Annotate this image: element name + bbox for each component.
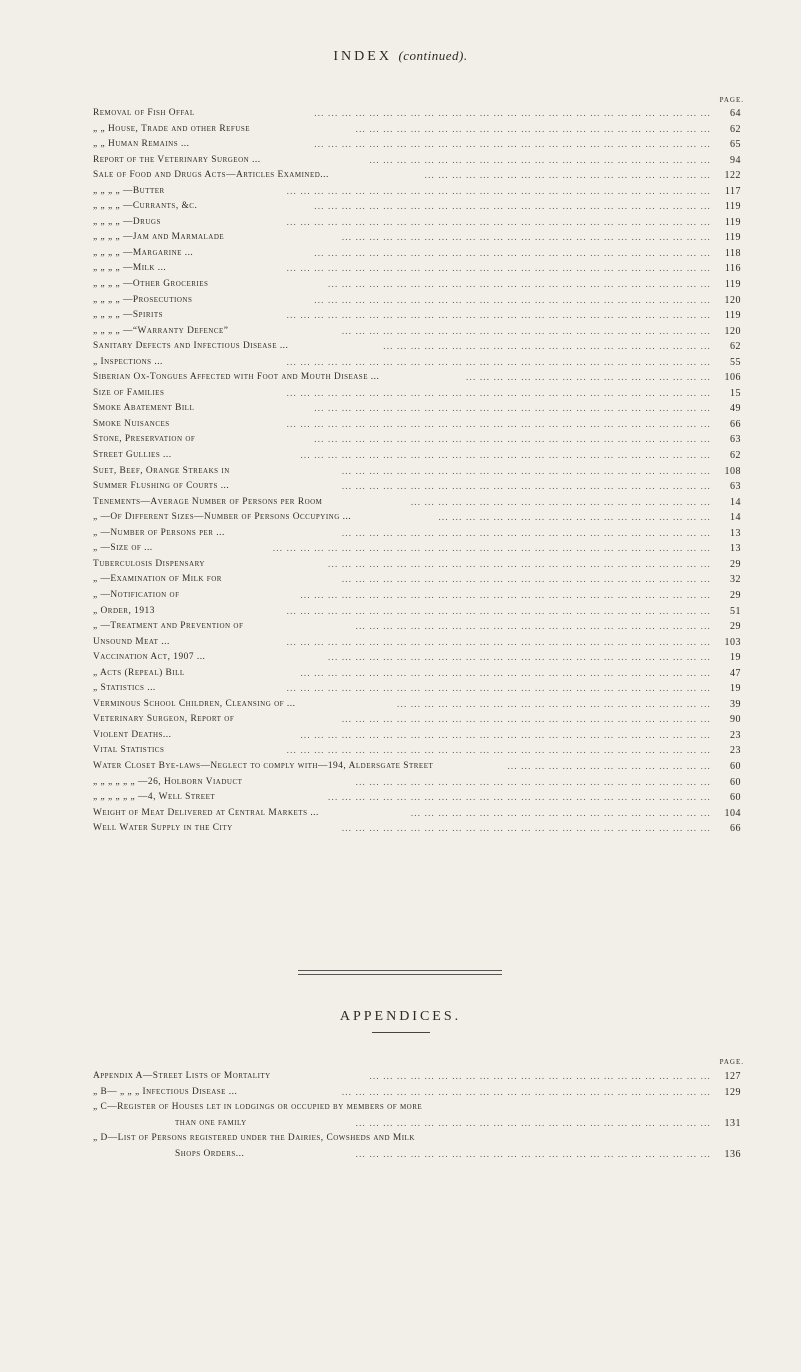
appendix-page: 127: [724, 1071, 741, 1082]
leader-dots: ... ... ... ... ... ... ... ... ... ... ... ... ... ... ... ... ... ... ... ... ... ... ... ... ... ... ... ... ... ... ...: [286, 683, 711, 694]
entry-page: 122: [724, 170, 741, 182]
entry-text: „ —Treatment and Prevention of: [93, 621, 244, 632]
leader-dots: ... ... ... ... ... ... ... ... ... ... ... ... ... ... ... ... ... ... ... ... ... ... ... ... ... ... ... ... ... ... ...: [286, 605, 711, 616]
entry-page: 62: [730, 341, 741, 353]
index-entry: [93, 122, 741, 138]
index-entry: [93, 184, 741, 200]
entry-text: „ „ „ „ —Milk ...: [93, 263, 167, 274]
entry-page: 66: [730, 418, 741, 430]
index-entry: [93, 417, 741, 433]
index-entry: [93, 635, 741, 651]
appendix-line: [93, 1131, 741, 1147]
appendices-heading: APPENDICES.: [339, 1009, 462, 1024]
entry-page: 63: [730, 481, 741, 493]
entry-text: „ —Of Different Sizes—Number of Persons Occupying ...: [93, 512, 352, 523]
index-entry: [93, 728, 741, 744]
leader-dots: ... ... ... ... ... ... ... ... ... ... ... ... ... ... ... ... ... ... ... ... ... ... ... ... ... ... ... ... ...: [314, 403, 711, 414]
entry-text: Violent Deaths...: [93, 729, 172, 740]
leader-dots: ... ... ... ... ... ... ... ... ... ... ... ... ... ... ... ... ... ... ... ... ... ... ... ... ... ... ... ... ... ...: [300, 450, 711, 461]
index-entry: [93, 495, 741, 511]
entry-text: Removal of Fish Offal: [93, 108, 195, 118]
entry-text: Report of the Veterinary Surgeon ...: [93, 154, 261, 165]
index-entry: [93, 806, 741, 822]
index-entry: [93, 541, 741, 557]
entry-page: 62: [730, 123, 741, 135]
index-entry: [93, 137, 741, 153]
section-divider: [298, 970, 502, 975]
leader-dots: ... ... ... ... ... ... ... ... ... ... ... ... ... ... ... ... ... ... ... ... ... ... ... ...: [383, 341, 711, 352]
index-entry: [93, 572, 741, 588]
index-entry: [93, 339, 741, 355]
leader-dots: ... ... ... ... ... ... ... ... ... ... ... ... ... ... ... ... ... ... ... ... ... ... ... ... ... ... ...: [341, 714, 711, 725]
entry-text: „ —Examination of Milk for: [93, 574, 222, 585]
entry-text: „ „ „ „ —Currants, &c.: [93, 201, 198, 212]
index-entry: [93, 743, 741, 759]
entry-text: Vaccination Act, 1907 ...: [93, 652, 206, 663]
appendix-text: „ D—List of Persons registered under the Dairies, Cowsheds and Milk: [93, 1133, 415, 1143]
index-entry: [93, 510, 741, 526]
entry-page: 119: [724, 310, 741, 322]
leader-dots: ... ... ... ... ... ... ... ... ... ... ... ... ... ... ... ... ... ... ... ... ... ... ... ... ... ... ...: [341, 527, 711, 538]
entry-page: 14: [730, 512, 741, 524]
leader-dots: ... ... ... ... ... ... ... ... ... ... ... ... ... ... ... ... ... ... ... ... ... ... ... ... ... ... ... ... ... ...: [300, 667, 711, 678]
entry-text: „ Statistics ...: [93, 683, 156, 694]
entry-page: 119: [724, 279, 741, 291]
appendices-page-header: PAGE.: [719, 1058, 744, 1066]
leader-dots: ... ... ... ... ... ... ... ... ... ... ... ... ... ... ... ... ... ... ... ... ... ... ...: [397, 698, 711, 709]
entry-page: 14: [730, 496, 741, 508]
leader-dots: ... ... ... ... ... ... ... ... ... ... ... ... ... ... ... ... ... ... ... ... ... ... ... ... ... ... ...: [341, 574, 711, 585]
leader-dots: ... ... ... ... ... ... ... ... ... ... ... ... ... ... ... ... ... ... ... ... ... ... ... ... ... ... ... ... ...: [314, 139, 711, 150]
entry-text: „ Acts (Repeal) Bill: [93, 667, 185, 678]
entry-page: 119: [724, 232, 741, 244]
entry-text: „ „ „ „ —Prosecutions: [93, 294, 193, 305]
leader-dots: ... ... ... ... ... ... ... ... ... ... ... ... ... ... ... ... ... ... ... ... ... ... ... ... ... ...: [355, 123, 711, 134]
leader-dots: ... ... ... ... ... ... ... ... ... ... ... ... ... ... ... ... ... ... ... ... ... ... ... ... ... ... ... ... ... ... ...: [286, 387, 711, 398]
entry-page: 118: [724, 247, 741, 259]
leader-dots: ... ... ... ... ... ... ... ... ... ... ... ... ... ... ... ... ... ... ... ... ... ... ... ... ... ... ... ... ... ... ...: [286, 636, 711, 647]
entry-text: „ —Number of Persons per ...: [93, 527, 225, 538]
leader-dots: ... ... ... ... ... ... ... ... ... ... ... ... ... ... ... ... ... ... ... ... ... ... ... ... ... ... ... ... ... ... ...: [286, 185, 711, 196]
leader-dots: ... ... ... ... ... ... ... ... ... ... ... ... ... ... ... ... ... ... ... ... ... ... ... ... ... ... ... ...: [328, 279, 711, 290]
leader-dots: ... ... ... ... ... ... ... ... ... ... ... ... ... ... ... ... ... ... ... ... ...: [424, 170, 711, 181]
entry-page: 23: [730, 745, 741, 757]
entry-text: Vital Statistics: [93, 745, 165, 756]
index-entry: [93, 790, 741, 806]
entry-page: 120: [724, 325, 741, 337]
entry-page: 116: [724, 263, 741, 275]
entry-page: 47: [730, 667, 741, 679]
leader-dots: ... ... ... ... ... ... ... ... ... ... ... ... ... ... ... ... ... ... ... ... ... ... ... ... ...: [369, 154, 711, 165]
index-entry: [93, 681, 741, 697]
index-entry: [93, 619, 741, 635]
index-entry: [93, 153, 741, 169]
leader-dots: ... ... ... ... ... ... ... ... ... ... ... ... ... ... ... ... ... ... ... ... ... ... ... ... ... ... ...: [341, 232, 711, 243]
entry-page: 13: [730, 543, 741, 555]
index-entry: [93, 324, 741, 340]
entry-text: „ „ „ „ —Butter: [93, 185, 165, 196]
leader-dots: ... ... ... ... ... ... ... ... ... ... ... ... ... ... ... ... ... ... ... ... ... ... ... ... ... ... ... ... ...: [314, 434, 711, 445]
leader-dots: ... ... ... ... ... ... ... ... ... ... ... ... ... ... ... ... ... ... ... ... ... ... ... ... ... ... ... ... ...: [314, 201, 711, 212]
index-entry: [93, 557, 741, 573]
title-suffix: (continued).: [398, 48, 468, 63]
entry-page: 49: [730, 403, 741, 415]
index-title: [0, 48, 801, 65]
leader-dots: ... ... ... ... ... ... ... ... ... ... ... ... ... ... ... ... ... ... ... ... ... ... ... ... ... ... ... ... ... ... ...: [286, 310, 711, 321]
leader-dots: ... ... ... ... ... ... ... ... ... ... ... ... ... ... ... ... ... ... ... ... ... ... ... ... ... ... ... ... ... ...: [300, 589, 711, 600]
entry-text: Veterinary Surgeon, Report of: [93, 714, 235, 725]
index-entry: [93, 588, 741, 604]
leader-dots: ... ... ... ... ... ... ... ... ... ... ... ... ... ... ... ... ... ... ... ... ... ... ... ... ... ... ... ... ... ... ... ...: [272, 543, 711, 554]
leader-dots: ... ... ... ... ... ... ... ... ... ... ... ... ... ... ... ... ... ... ... ... ... ... ... ... ... ...: [355, 621, 711, 632]
leader-dots: ... ... ... ... ... ... ... ... ... ... ... ... ... ... ... ... ... ... ... ... ... ... ... ... ... ...: [355, 1117, 711, 1128]
entry-page: 104: [724, 807, 741, 819]
entry-page: 60: [730, 792, 741, 804]
index-entry: [93, 432, 741, 448]
appendix-line: [93, 1116, 741, 1132]
entry-text: „ —Notification of: [93, 589, 180, 600]
leader-dots: ... ... ... ... ... ... ... ... ... ... ... ... ... ... ... ... ... ... ... ... ... ... ... ... ... ... ...: [341, 481, 711, 492]
entry-text: Sanitary Defects and Infectious Disease ...: [93, 341, 289, 352]
index-entry: [93, 604, 741, 620]
index-entry: [93, 308, 741, 324]
appendix-text: Appendix A—Street Lists of Mortality: [93, 1071, 271, 1081]
entry-page: 90: [730, 714, 741, 726]
entry-text: „ „ House, Trade and other Refuse: [93, 123, 251, 134]
entry-page: 103: [724, 636, 741, 648]
index-entry: [93, 464, 741, 480]
index-entry: [93, 401, 741, 417]
appendix-line: [93, 1085, 741, 1101]
leader-dots: ... ... ... ... ... ... ... ... ... ... ... ... ... ... ... ... ... ... ... ... ... ... ... ... ... ... ... ... ... ...: [300, 729, 711, 740]
entry-text: „ „ „ „ —Spirits: [93, 310, 164, 321]
index-entry: [93, 448, 741, 464]
entry-page: 94: [730, 154, 741, 166]
leader-dots: ... ... ... ... ... ... ... ... ... ... ... ... ... ... ... ... ... ... ... ... ... ... ... ... ... ... ... ...: [328, 652, 711, 663]
appendix-line: [93, 1147, 741, 1163]
appendix-line: [93, 1100, 741, 1116]
entry-page: 106: [724, 372, 741, 384]
leader-dots: ... ... ... ... ... ... ... ... ... ... ... ... ... ... ... ... ... ... ... ... ... ... ... ... ... ... ... ... ...: [314, 294, 711, 305]
entry-page: 119: [724, 201, 741, 213]
appendix-text: „ C—Register of Houses let in lodgings or occupied by members of more: [93, 1102, 423, 1112]
entry-text: Weight of Meat Delivered at Central Markets ...: [93, 807, 319, 818]
entry-text: Suet, Beef, Orange Streaks in: [93, 465, 230, 476]
appendix-text: Shops Orders...: [175, 1148, 245, 1159]
index-entry: [93, 650, 741, 666]
entry-page: 29: [730, 621, 741, 633]
leader-dots: ... ... ... ... ... ... ... ... ... ... ... ... ... ... ... ... ... ... ... ... ... ... ... ... ... ...: [355, 1148, 711, 1159]
appendix-text: „ B— „ „ „ Infectious Disease ...: [93, 1086, 238, 1097]
entry-page: 51: [730, 605, 741, 617]
entry-text: Size of Families: [93, 387, 165, 398]
entry-page: 64: [730, 108, 741, 119]
appendix-page: 131: [724, 1117, 741, 1129]
leader-dots: ... ... ... ... ... ... ... ... ... ... ... ... ... ... ... ... ... ... ... ... ... ... ... ... ... ... ... ...: [328, 792, 711, 803]
entry-text: Water Closet Bye-laws—Neglect to comply with—194, Aldersgate Street: [93, 760, 434, 771]
index-entry: [93, 759, 741, 775]
leader-dots: ... ... ... ... ... ... ... ... ... ... ... ... ... ... ... ... ... ... ... ... ... ... ... ... ... ... ...: [341, 1086, 711, 1097]
entry-page: 62: [730, 450, 741, 462]
index-entry: [93, 355, 741, 371]
entry-text: Smoke Abatement Bill: [93, 403, 195, 414]
index-entry: [93, 775, 741, 791]
title-main: INDEX: [333, 49, 392, 64]
entry-text: „ Order, 1913: [93, 605, 155, 616]
index-entry: [93, 666, 741, 682]
entry-page: 29: [730, 558, 741, 570]
entry-page: 15: [730, 387, 741, 399]
entry-page: 55: [730, 356, 741, 368]
leader-dots: ... ... ... ... ... ... ... ... ... ... ... ... ... ... ... ... ... ... ... ... ... ... ... ... ... ... ... ... ... ... ...: [286, 263, 711, 274]
index-entry: [93, 215, 741, 231]
entry-text: „ „ Human Remains ...: [93, 139, 190, 150]
entry-page: 19: [730, 683, 741, 695]
leader-dots: ... ... ... ... ... ... ... ... ... ... ... ... ... ... ... ... ... ... ... ... ... ... ... ... ... ... ... ... ... ... ...: [286, 356, 711, 367]
entry-page: 13: [730, 527, 741, 539]
entry-text: Summer Flushing of Courts ...: [93, 481, 230, 492]
appendices-list: [93, 1069, 741, 1162]
entry-text: „ „ „ „ —Jam and Marmalade: [93, 232, 225, 243]
entry-text: Tenements—Average Number of Persons per Room: [93, 496, 323, 507]
index-entry: [93, 230, 741, 246]
entry-text: „ „ „ „ —Other Groceries: [93, 279, 209, 290]
entry-page: 117: [724, 185, 741, 197]
index-entry: [93, 261, 741, 277]
leader-dots: ... ... ... ... ... ... ... ... ... ... ... ... ... ... ... ... ... ... ... ... ... ... ... ... ... ...: [355, 776, 711, 787]
entry-text: Sale of Food and Drugs Acts—Articles Examined...: [93, 170, 329, 181]
entry-text: Street Gullies ...: [93, 450, 172, 461]
leader-dots: ... ... ... ... ... ... ... ... ... ... ... ... ... ... ... ... ... ... ... ... ... ... ... ... ... ... ...: [341, 465, 711, 476]
entry-page: 108: [724, 465, 741, 477]
index-entry: [93, 697, 741, 713]
leader-dots: ... ... ... ... ... ... ... ... ... ... ... ... ... ... ... ... ... ... ... ... ... ... ... ... ...: [369, 1071, 711, 1081]
leader-dots: ... ... ... ... ... ... ... ... ... ... ... ... ... ... ... ... ... ... ... ... ... ...: [410, 496, 711, 507]
index-entry: [93, 370, 741, 386]
index-entry: [93, 277, 741, 293]
index-entry: [93, 168, 741, 184]
leader-dots: ... ... ... ... ... ... ... ... ... ... ... ... ... ... ... ... ... ... ... ...: [438, 512, 711, 523]
entry-page: 60: [730, 760, 741, 772]
entry-text: Siberian Ox-Tongues Affected with Foot and Mouth Disease ...: [93, 372, 380, 383]
entry-page: 60: [730, 776, 741, 788]
index-entry: [93, 293, 741, 309]
index-entries: [93, 106, 741, 837]
leader-dots: ... ... ... ... ... ... ... ... ... ... ... ... ... ... ... ... ... ...: [466, 372, 711, 383]
entry-text: Stone, Preservation of: [93, 434, 196, 445]
leader-dots: ... ... ... ... ... ... ... ... ... ... ... ... ... ... ...: [507, 760, 711, 771]
page-column-header: PAGE.: [719, 96, 744, 104]
leader-dots: ... ... ... ... ... ... ... ... ... ... ... ... ... ... ... ... ... ... ... ... ... ... ... ... ... ... ... ... ...: [314, 247, 711, 258]
appendix-page: 129: [724, 1086, 741, 1098]
index-entry: [93, 712, 741, 728]
leader-dots: ... ... ... ... ... ... ... ... ... ... ... ... ... ... ... ... ... ... ... ... ... ... ... ... ... ... ... ... ...: [314, 108, 711, 118]
index-entry: [93, 479, 741, 495]
entry-text: Verminous School Children, Cleansing of ...: [93, 698, 296, 709]
index-entry: [93, 821, 741, 837]
entry-page: 63: [730, 434, 741, 446]
index-entry: [93, 386, 741, 402]
appendices-rule: [372, 1032, 430, 1033]
entry-page: 29: [730, 589, 741, 601]
entry-text: Well Water Supply in the City: [93, 823, 233, 834]
entry-text: „ „ „ „ —Drugs: [93, 216, 161, 227]
entry-text: „ „ „ „ „ „ —26, Holborn Viaduct: [93, 776, 243, 787]
entry-page: 23: [730, 729, 741, 741]
entry-page: 119: [724, 216, 741, 228]
entry-text: „ —Size of ...: [93, 543, 153, 554]
entry-text: Smoke Nuisances: [93, 418, 170, 429]
entry-text: „ „ „ „ —“Warranty Defence”: [93, 325, 229, 336]
appendix-line: [93, 1069, 741, 1085]
entry-page: 65: [730, 139, 741, 151]
entry-page: 32: [730, 574, 741, 586]
leader-dots: ... ... ... ... ... ... ... ... ... ... ... ... ... ... ... ... ... ... ... ... ... ... ... ... ... ... ... ...: [328, 558, 711, 569]
index-entry: [93, 106, 741, 122]
leader-dots: ... ... ... ... ... ... ... ... ... ... ... ... ... ... ... ... ... ... ... ... ... ... ... ... ... ... ...: [341, 823, 711, 834]
entry-page: 120: [724, 294, 741, 306]
entry-text: Tuberculosis Dispensary: [93, 558, 205, 569]
index-entry: [93, 246, 741, 262]
entry-page: 66: [730, 823, 741, 835]
entry-text: „ „ „ „ —Margarine ...: [93, 247, 194, 258]
appendix-text: than one family: [175, 1117, 247, 1128]
entry-text: Unsound Meat ...: [93, 636, 170, 647]
entry-page: 19: [730, 652, 741, 664]
entry-page: 39: [730, 698, 741, 710]
index-entry: [93, 199, 741, 215]
leader-dots: ... ... ... ... ... ... ... ... ... ... ... ... ... ... ... ... ... ... ... ... ... ... ... ... ... ... ... ... ... ... ...: [286, 745, 711, 756]
appendix-page: 136: [724, 1148, 741, 1160]
leader-dots: ... ... ... ... ... ... ... ... ... ... ... ... ... ... ... ... ... ... ... ... ... ... ... ... ... ... ... ... ... ... ...: [286, 418, 711, 429]
leader-dots: ... ... ... ... ... ... ... ... ... ... ... ... ... ... ... ... ... ... ... ... ... ... ... ... ... ... ... ... ... ... ...: [286, 216, 711, 227]
entry-text: „ „ „ „ „ „ —4, Well Street: [93, 792, 216, 803]
leader-dots: ... ... ... ... ... ... ... ... ... ... ... ... ... ... ... ... ... ... ... ... ... ... ... ... ... ... ...: [341, 325, 711, 336]
leader-dots: ... ... ... ... ... ... ... ... ... ... ... ... ... ... ... ... ... ... ... ... ... ...: [410, 807, 711, 818]
entry-text: „ Inspections ...: [93, 356, 163, 367]
index-entry: [93, 526, 741, 542]
